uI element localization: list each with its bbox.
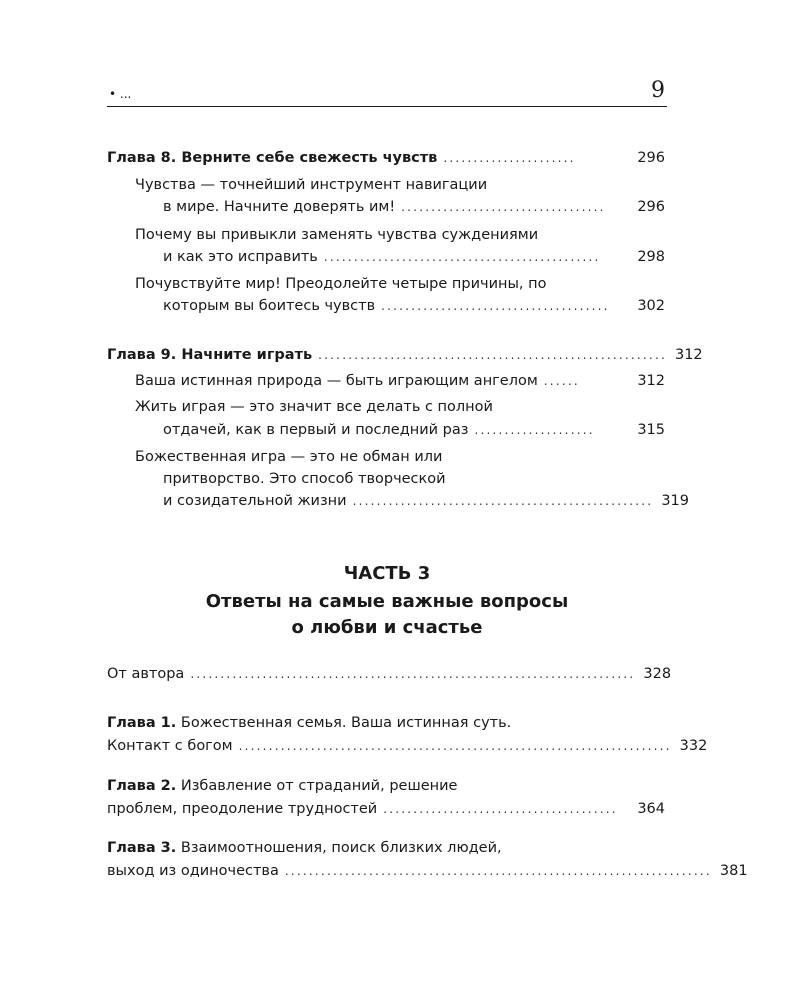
toc-entry-chapter[interactable] xyxy=(107,738,708,760)
toc-entry-section[interactable] xyxy=(135,373,665,395)
part-title-line-1: Ответы на самые важные вопросы xyxy=(205,591,569,612)
leader-dots: .......................................................................... xyxy=(190,667,636,681)
chapter-title: проблем, преодоление трудностей xyxy=(107,801,378,817)
part-label: ЧАСТЬ 3 xyxy=(343,563,431,584)
leader-dots: ...... xyxy=(543,374,580,388)
toc-entry-section[interactable] xyxy=(163,422,665,444)
header-left-mark: • ... xyxy=(109,87,132,101)
toc-page-number: 312 xyxy=(637,373,665,389)
toc-section-line: и созидательной жизни xyxy=(163,493,347,509)
chapter-prefix: Глава 8. xyxy=(107,150,177,166)
toc-page-number: 296 xyxy=(637,150,665,166)
toc-entry-section[interactable] xyxy=(163,199,665,221)
toc-page-number: 315 xyxy=(637,422,665,438)
toc-page-number: 381 xyxy=(719,863,748,879)
toc-section-line[interactable]: Почему вы привыкли заменять чувства суждениями xyxy=(135,227,539,243)
chapter-title: Избавление от страданий, решение xyxy=(180,778,458,794)
toc-chapter-line[interactable] xyxy=(107,715,511,737)
toc-section-line: которым вы боитесь чувств xyxy=(163,298,376,314)
chapter-title: Начните играть xyxy=(181,347,313,363)
toc-entry-title: От автора xyxy=(107,666,185,682)
toc-entry-chapter-9[interactable] xyxy=(107,347,703,369)
chapter-prefix: Глава 9. xyxy=(107,347,177,363)
toc-page-number: 312 xyxy=(674,347,703,363)
toc-page-number: 302 xyxy=(637,298,665,314)
toc-page-number: 296 xyxy=(637,199,665,215)
chapter-title: Верните себе свежесть чувств xyxy=(181,150,438,166)
chapter-prefix: Глава 2. xyxy=(107,778,177,794)
toc-section-line[interactable]: притворство. Это способ творческой xyxy=(163,471,446,487)
toc-page-number: 319 xyxy=(661,493,690,509)
toc-page-number: 364 xyxy=(637,801,665,817)
toc-section-line: и как это исправить xyxy=(163,249,318,265)
leader-dots: .............................................. xyxy=(323,250,601,264)
chapter-title: Божественная семья. Ваша истинная суть. xyxy=(180,715,512,731)
leader-dots: .................................. xyxy=(401,200,606,214)
toc-section-line: отдачей, как в первый и последний раз xyxy=(163,422,469,438)
toc-entry-author[interactable] xyxy=(107,666,672,688)
leader-dots: .......................................................... xyxy=(318,348,667,362)
leader-dots: ....................................................................... xyxy=(284,864,712,878)
chapter-title: Взаимоотношения, поиск близких людей, xyxy=(180,840,502,856)
toc-page-number: 328 xyxy=(643,666,672,682)
toc-section-line[interactable]: Почувствуйте мир! Преодолейте четыре причины, по xyxy=(135,276,547,292)
chapter-title: выход из одиночества xyxy=(107,863,279,879)
leader-dots: .................................................. xyxy=(352,494,654,508)
toc-entry-chapter-8[interactable] xyxy=(107,150,665,172)
toc-section-line[interactable]: Божественная игра — это не обман или xyxy=(135,449,443,465)
toc-entry-chapter[interactable] xyxy=(107,801,665,823)
toc-section-line[interactable]: Жить играя — это значит все делать с полной xyxy=(135,399,493,415)
toc-page-number: 298 xyxy=(637,249,665,265)
toc-page-number: 332 xyxy=(679,738,708,754)
chapter-prefix: Глава 3. xyxy=(107,840,177,856)
running-header xyxy=(107,78,667,107)
leader-dots: ...................... xyxy=(443,151,576,165)
toc-section-line: в мире. Начните доверять им! xyxy=(163,199,396,215)
leader-dots: ........................................................................ xyxy=(238,739,672,753)
leader-dots: ...................................... xyxy=(381,299,610,313)
part-title-line-2: о любви и счастье xyxy=(291,617,483,638)
toc-section-line[interactable]: Чувства — точнейший инструмент навигации xyxy=(135,177,488,193)
toc-chapter-line[interactable] xyxy=(107,778,457,800)
toc-chapter-line[interactable] xyxy=(107,840,502,862)
leader-dots: ....................................... xyxy=(383,802,618,816)
chapter-title: Контакт с богом xyxy=(107,738,233,754)
page-number: 9 xyxy=(651,78,665,103)
leader-dots: .................... xyxy=(474,423,595,437)
chapter-prefix: Глава 1. xyxy=(107,715,177,731)
toc-section-line: Ваша истинная природа — быть играющим ангелом xyxy=(135,373,538,389)
toc-entry-chapter[interactable] xyxy=(107,863,748,885)
toc-entry-section[interactable] xyxy=(163,493,690,515)
toc-entry-section[interactable] xyxy=(163,249,665,271)
toc-entry-section[interactable] xyxy=(163,298,665,320)
